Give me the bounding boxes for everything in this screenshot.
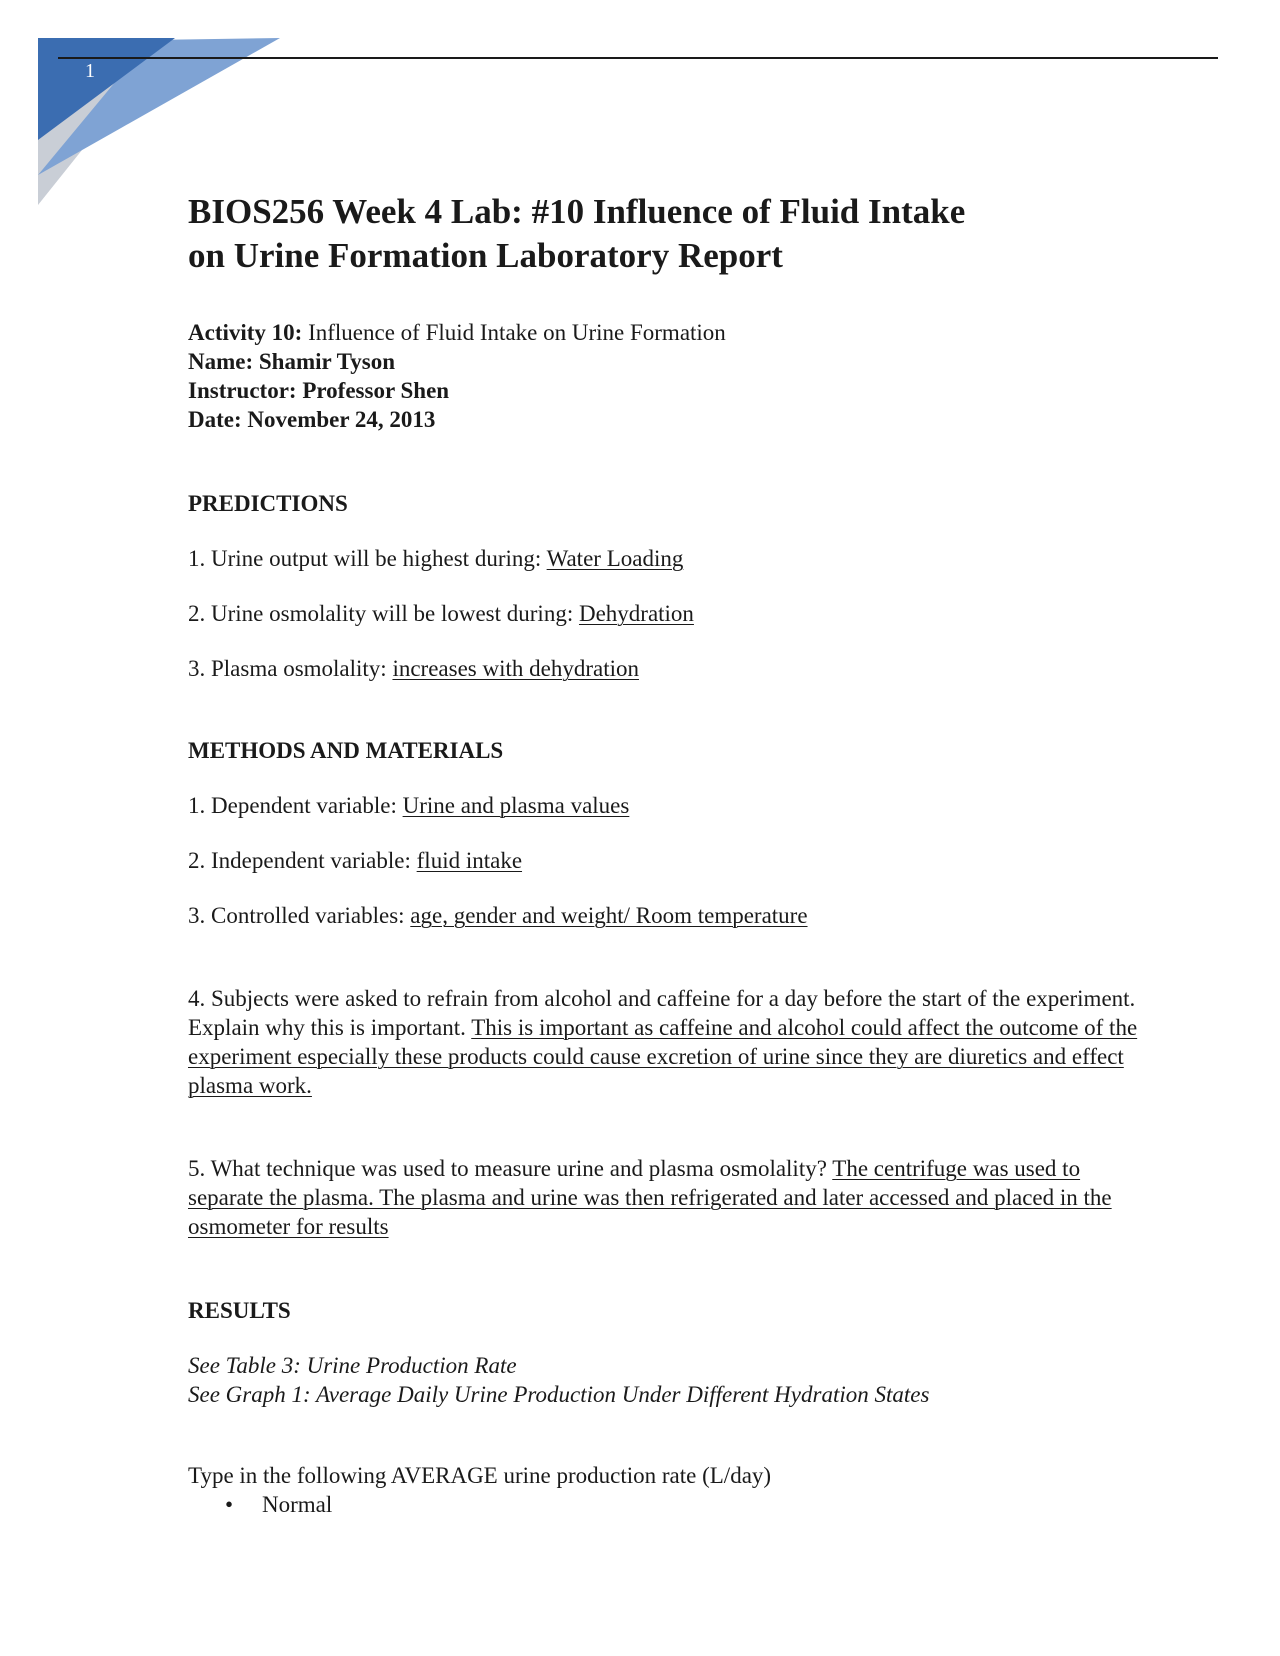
- prediction-2-answer: Dehydration: [578, 601, 694, 626]
- methods-heading: METHODS AND MATERIALS: [188, 738, 504, 763]
- method-item-2: [188, 846, 1148, 875]
- report-title: BIOS256 Week 4 Lab: #10 Influence of Fluid Intake on Urine Formation Laboratory Report: [188, 192, 966, 275]
- page-number: 1: [85, 60, 95, 82]
- bullet-normal-label: Normal: [262, 1492, 333, 1517]
- predictions-heading: PREDICTIONS: [188, 491, 348, 516]
- method-5-answer: The centrifuge was used to separate the plasma. The plasma and urine was then refrigerated and later accessed and placed in the osmometer for results: [188, 1156, 1112, 1239]
- method-2-label: 2. Independent variable:: [188, 848, 417, 873]
- prediction-item-1: [188, 544, 1148, 573]
- prediction-1-label: 1. Urine output will be highest during:: [188, 546, 547, 571]
- method-item-1: [188, 791, 1148, 820]
- corner-decoration-graphic: [0, 0, 300, 220]
- results-heading: RESULTS: [188, 1298, 291, 1323]
- results-ref-table: See Table 3: Urine Production Rate: [188, 1353, 517, 1378]
- method-item-4: [188, 984, 1148, 1100]
- method-5-label: 5. What technique was used to measure urine and plasma osmolality?: [188, 1156, 833, 1181]
- method-4-label: 4. Subjects were asked to refrain from alcohol and caffeine for a day before the start of the experiment. Explain why this is important.: [188, 986, 1136, 1040]
- report-date: Date: November 24, 2013: [188, 407, 436, 432]
- method-item-3: [188, 901, 1148, 930]
- prediction-3-answer: increases with dehydration: [392, 656, 639, 681]
- header-rule: [58, 57, 1218, 59]
- instructor-name: Instructor: Professor Shen: [188, 378, 450, 403]
- prediction-item-3: [188, 654, 1148, 683]
- prediction-1-answer: Water Loading: [546, 546, 684, 571]
- document-content: [188, 190, 1148, 1519]
- bullet-icon: •: [225, 1492, 234, 1517]
- method-4-answer: This is important as caffeine and alcohol could affect the outcome of the experiment especially these products could cause excretion of urine since they are diuretics and effect plasma work.: [188, 1015, 1138, 1098]
- prediction-item-2: [188, 599, 1148, 628]
- method-2-answer: fluid intake: [416, 848, 523, 873]
- method-3-label: 3. Controlled variables:: [188, 903, 411, 928]
- prediction-3-label: 3. Plasma osmolality:: [188, 656, 393, 681]
- results-prompt: Type in the following AVERAGE urine production rate (L/day): [188, 1463, 772, 1488]
- prediction-2-label: 2. Urine osmolality will be lowest during:: [188, 601, 579, 626]
- results-bullet-list: [188, 1490, 1148, 1519]
- results-ref-graph: See Graph 1: Average Daily Urine Production Under Different Hydration States: [188, 1382, 930, 1407]
- list-item: [188, 1490, 1148, 1519]
- method-1-answer: Urine and plasma values: [402, 793, 630, 818]
- activity-value: Influence of Fluid Intake on Urine Formation: [302, 320, 726, 345]
- student-name: Name: Shamir Tyson: [188, 349, 396, 374]
- activity-label: Activity 10:: [188, 320, 303, 345]
- method-1-label: 1. Dependent variable:: [188, 793, 403, 818]
- method-item-5: [188, 1154, 1148, 1241]
- method-3-answer: age, gender and weight/ Room temperature: [410, 903, 808, 928]
- activity-line: [188, 318, 1148, 347]
